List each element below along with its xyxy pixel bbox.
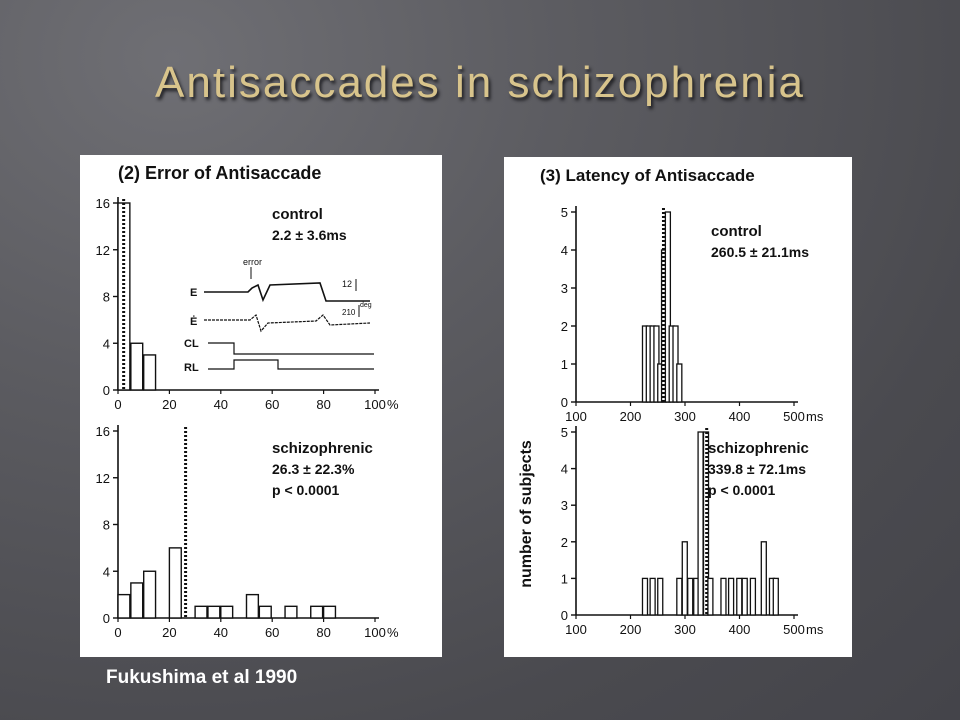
- histogram-bar: [144, 355, 156, 390]
- y-tick-label: 4: [102, 564, 110, 580]
- latency-antisaccade-panel: [504, 157, 852, 657]
- inset-label: CL: [184, 338, 199, 350]
- group-label: control: [272, 206, 323, 223]
- histogram-bar: [721, 578, 726, 615]
- y-tick-label: 12: [95, 242, 110, 258]
- inset-label: E: [190, 287, 198, 299]
- histogram-bar: [742, 578, 747, 615]
- x-tick-label: 60: [264, 625, 280, 640]
- y-tick-label: 1: [560, 357, 568, 372]
- histogram-bar: [118, 595, 130, 618]
- citation: Fukushima et al 1990: [106, 667, 298, 688]
- right-light-trace: [208, 360, 374, 369]
- x-tick-label: 400: [728, 409, 751, 424]
- y-tick-label: 5: [560, 205, 568, 220]
- inset-annotation: 210: [342, 308, 356, 317]
- y-tick-label: 0: [560, 608, 568, 623]
- x-tick-label: 100: [364, 625, 386, 640]
- y-tick-label: 0: [560, 395, 568, 410]
- x-tick-label: 200: [619, 409, 642, 424]
- y-tick-label: 8: [102, 517, 110, 533]
- panel-title: (3) Latency of Antisaccade: [540, 166, 755, 185]
- y-tick-label: 1: [560, 571, 568, 587]
- stat-label: 260.5 ± 21.1ms: [711, 244, 809, 260]
- histogram-bar: [642, 578, 647, 615]
- histogram-bar: [708, 578, 713, 615]
- y-tick-label: 2: [560, 319, 568, 334]
- histogram-bar: [761, 542, 766, 615]
- central-light-trace: [208, 343, 374, 354]
- y-tick-label: 4: [560, 461, 568, 477]
- histogram-bar: [682, 542, 687, 615]
- y-tick-label: 3: [560, 281, 568, 296]
- inset-annotation: error: [243, 257, 263, 267]
- group-label: control: [711, 223, 762, 240]
- inset-annotation: 12: [342, 279, 353, 289]
- histogram-bar: [208, 606, 220, 618]
- y-tick-label: 4: [102, 336, 110, 352]
- error-histogram-figure: [80, 155, 442, 657]
- x-tick-label: 300: [674, 409, 696, 424]
- y-tick-label: 16: [95, 196, 110, 211]
- histogram-bar: [195, 606, 207, 618]
- y-tick-label: 4: [560, 243, 568, 258]
- histogram-bar: [247, 595, 259, 618]
- histogram-bar: [131, 343, 143, 390]
- schizophrenic-latency-histogram: [561, 425, 824, 637]
- x-tick-label: 200: [619, 622, 642, 637]
- y-tick-label: 5: [560, 425, 568, 440]
- x-tick-label: 100: [565, 622, 587, 637]
- histogram-bar: [259, 606, 271, 618]
- x-tick-label: 0: [114, 625, 122, 640]
- histogram-bar: [729, 578, 734, 615]
- error-antisaccade-panel: [80, 155, 442, 657]
- inset-label: Ė: [190, 316, 198, 328]
- y-tick-label: 2: [560, 534, 568, 550]
- histogram-bar: [131, 583, 143, 618]
- histogram-bar: [677, 578, 682, 615]
- histogram-bar: [750, 578, 755, 615]
- x-tick-label: 0: [114, 397, 122, 412]
- x-tick-label: 400: [728, 622, 751, 637]
- histogram-bar: [221, 606, 233, 618]
- eye-velocity-trace: [204, 315, 370, 331]
- histogram-bar: [311, 606, 323, 618]
- x-unit-label: ms: [806, 409, 824, 424]
- latency-histogram-figure: [504, 157, 852, 657]
- histogram-bar: [698, 432, 703, 615]
- x-tick-label: 500: [783, 622, 805, 637]
- x-tick-label: 20: [162, 625, 177, 640]
- histogram-bar: [285, 606, 297, 618]
- histogram-bar: [169, 548, 181, 618]
- x-tick-label: 100: [565, 409, 587, 424]
- x-unit-label: %: [387, 625, 399, 640]
- histogram-bar: [688, 578, 693, 615]
- x-tick-label: 500: [783, 409, 805, 424]
- x-tick-label: 80: [316, 397, 331, 412]
- x-tick-label: 40: [213, 397, 229, 412]
- x-tick-label: 80: [316, 625, 331, 640]
- histogram-bar: [144, 571, 156, 618]
- histogram-bar: [650, 578, 655, 615]
- panel-title: (2) Error of Antisaccade: [118, 163, 322, 183]
- histogram-bar: [677, 364, 682, 402]
- group-label: schizophrenic: [272, 440, 373, 457]
- inset-annotation: deg: [360, 302, 372, 309]
- histogram-bar: [737, 578, 742, 615]
- p-value-label: p < 0.0001: [272, 482, 340, 498]
- slide-title: Antisaccades in schizophrenia: [155, 58, 805, 107]
- stat-label: 2.2 ± 3.6ms: [272, 227, 347, 243]
- y-tick-label: 16: [95, 424, 110, 439]
- histogram-bar: [324, 606, 336, 618]
- histogram-bar: [658, 578, 663, 615]
- x-unit-label: %: [387, 397, 399, 412]
- x-tick-label: 100: [364, 397, 386, 412]
- x-unit-label: ms: [806, 622, 824, 637]
- stat-label: 26.3 ± 22.3%: [272, 461, 355, 477]
- x-tick-label: 20: [162, 397, 177, 412]
- histogram-bar: [773, 578, 778, 615]
- schizophrenic-error-histogram: [96, 424, 399, 640]
- stat-label: 339.8 ± 72.1ms: [708, 461, 806, 477]
- p-value-label: p < 0.0001: [708, 482, 776, 498]
- eye-trace-inset: [184, 257, 374, 374]
- x-tick-label: 40: [213, 625, 229, 640]
- x-tick-label: 60: [264, 397, 280, 412]
- y-axis-label: number of subjects: [518, 440, 535, 588]
- y-tick-label: 3: [560, 498, 568, 514]
- y-tick-label: 12: [95, 470, 110, 486]
- control-error-histogram: [96, 196, 399, 412]
- inset-label: RL: [184, 362, 199, 374]
- group-label: schizophrenic: [708, 440, 809, 457]
- control-latency-histogram: [561, 205, 824, 424]
- y-tick-label: 8: [102, 289, 110, 305]
- y-tick-label: 0: [102, 611, 110, 626]
- y-tick-label: 0: [102, 383, 110, 398]
- x-tick-label: 300: [674, 622, 696, 637]
